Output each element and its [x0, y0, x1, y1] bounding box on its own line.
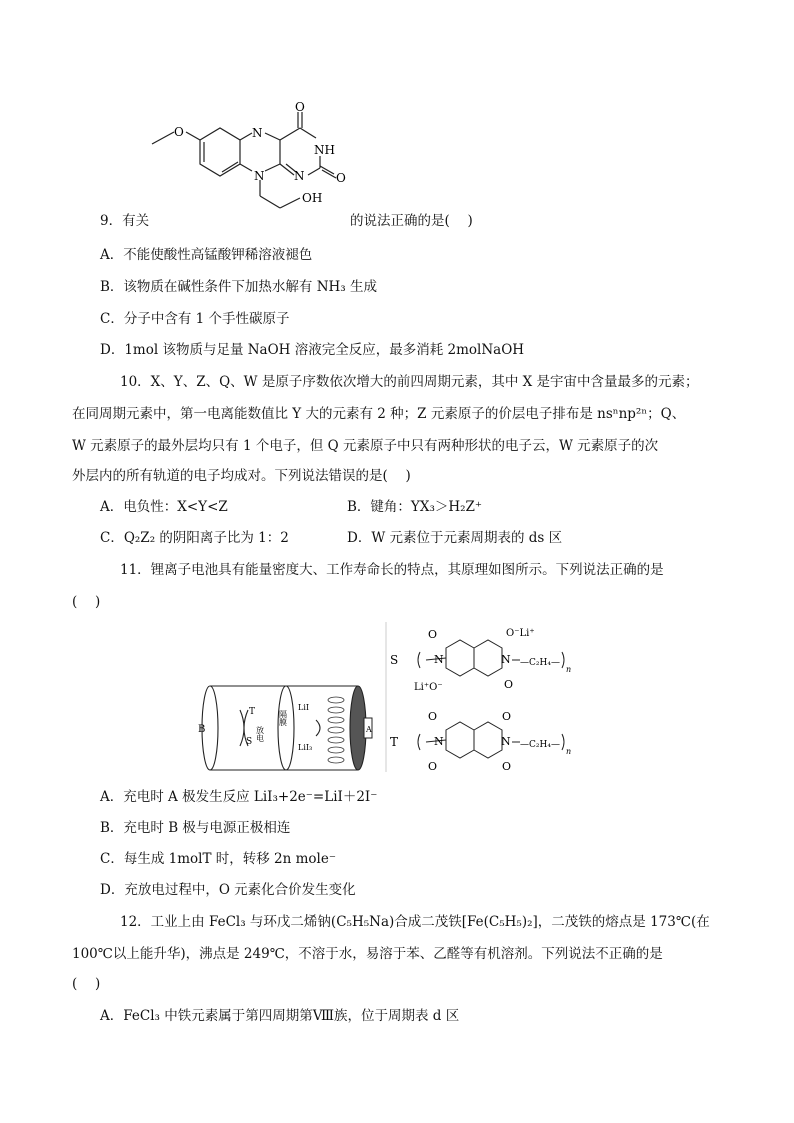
electrode-coil-5	[328, 737, 344, 743]
t-n-sub: n	[566, 747, 572, 756]
polymer-s-label: S	[390, 653, 399, 667]
t-right-bracket	[562, 734, 564, 750]
pyrimidine-bond-2	[300, 128, 316, 138]
q11-option-d: D．充放电过程中，O 元素化合价发生变化	[100, 882, 356, 898]
label-t: T	[249, 707, 256, 717]
q10-line-4: 外层内的所有轨道的电子均成对。下列说法错误的是( )	[72, 468, 411, 484]
q9-option-a: A．不能使酸性高锰酸钾稀溶液褪色	[100, 247, 313, 263]
ethyl-bond-2	[260, 196, 280, 208]
label-discharge: 放电	[255, 726, 265, 742]
ethyl-bond-3	[280, 198, 300, 208]
t-n-left: N	[434, 735, 444, 748]
battery-diagram	[196, 680, 372, 780]
benzene-ring	[200, 128, 240, 176]
s-olip: O⁻Li⁺	[506, 628, 535, 639]
cycle-arrow-left	[240, 710, 244, 746]
label-a: A	[366, 725, 372, 734]
structure-nh: NH	[314, 143, 335, 157]
t-n-right: N	[501, 735, 511, 748]
electrode-coil-1	[328, 697, 344, 703]
pyrimidine-bond-5	[280, 164, 294, 175]
q12-line-3: ( )	[72, 976, 101, 992]
electrode-coil-4	[328, 727, 344, 733]
structure-n-top: N	[252, 126, 263, 140]
q10-line-2: 在同周期元素中，第一电离能数值比 Y 大的元素有 2 种；Z 元素原子的价层电子排布是 nsⁿnp²ⁿ；Q、	[72, 406, 686, 422]
q11-option-c: C．每生成 1molT 时，转移 2n mole⁻	[100, 851, 336, 867]
structure-n-bottom: N	[294, 169, 305, 183]
s-n-right: N	[501, 653, 511, 666]
s-c2h4: —C₂H₄—	[520, 658, 560, 668]
pyrimidine-bond	[280, 128, 300, 140]
q9-option-c: C．分子中含有 1 个手性碳原子	[100, 311, 290, 327]
t-o-3: O	[428, 760, 438, 773]
pyrazine-bond-5	[265, 164, 280, 171]
structure-o-top: O	[295, 100, 305, 114]
electrode-coil-3	[328, 717, 344, 723]
q12-line-1: 12．工业上由 FeCl₃ 与环戊二烯钠(C₅H₅Na)合成二茂铁[Fe(C₅H₅)₂]，二茂铁的熔点是 173℃(在	[120, 914, 710, 930]
q11-line-1: 11．锂离子电池具有能量密度大、工作寿命长的特点，其原理如图所示。下列说法正确的是	[120, 562, 664, 578]
q10-option-b: B．键角：YX₃＞H₂Z⁺	[347, 499, 483, 515]
label-lii3: LiI₃	[298, 743, 313, 752]
label-lii: LiI	[298, 703, 310, 712]
q11-option-a: A．充电时 A 极发生反应 LiI₃+2e⁻=LiI＋2I⁻	[100, 789, 378, 805]
s-left-bracket	[418, 652, 420, 668]
riboflavin-derivative-structure	[140, 100, 390, 220]
s-n-sub: n	[566, 665, 572, 674]
pyrimidine-bond-4	[308, 168, 320, 175]
electrode-coil-2	[328, 707, 344, 713]
q10-line-3: W 元素原子的最外层均只有 1 个电子，但 Q 元素原子中只有两种形状的电子云，W 元素原子的次	[72, 438, 659, 454]
label-separator: 隔膜	[278, 710, 288, 726]
lii-cycle-arrow	[316, 720, 320, 736]
q9-option-b: B．该物质在碱性条件下加热水解有 NH₃ 生成	[100, 279, 377, 295]
label-b: B	[198, 724, 206, 735]
pyrazine-bond-4	[240, 164, 252, 171]
methoxy-o-label: O	[174, 125, 184, 139]
t-o-4: O	[502, 760, 512, 773]
t-ring-1	[446, 722, 474, 758]
separator-ring	[278, 686, 294, 770]
s-o-bottom: O	[504, 678, 514, 691]
s-right-bracket	[562, 652, 564, 668]
q10-line-1: 10．X、Y、Z、Q、W 是原子序数依次增大的前四周期元素，其中 X 是宇宙中含量最多的元素；	[120, 374, 699, 390]
q10-option-c: C．Q₂Z₂ 的阴阳离子比为 1：2	[100, 530, 289, 546]
t-o-1: O	[428, 710, 438, 723]
q12-option-a: A．FeCl₃ 中铁元素属于第四周期第Ⅷ族，位于周期表 d 区	[100, 1008, 460, 1024]
pyrazine-bond-2	[265, 133, 280, 140]
electrode-coil-7	[328, 757, 344, 763]
q11-option-b: B．充电时 B 极与电源正极相连	[100, 820, 291, 836]
structure-o-right: O	[336, 171, 346, 185]
q12-line-2: 100℃以上能升华)，沸点是 249℃，不溶于水，易溶于苯、乙醛等有机溶剂。下列说法不正确的是	[72, 946, 663, 962]
q11-line-2: ( )	[72, 594, 101, 610]
s-ring-2	[474, 640, 502, 676]
electrode-coil-6	[328, 747, 344, 753]
q9-option-d: D．1mol 该物质与足量 NaOH 溶液完全反应，最多消耗 2molNaOH	[100, 342, 525, 358]
q10-option-a: A．电负性：X<Y<Z	[100, 499, 228, 515]
methoxy-bond-2	[186, 132, 200, 140]
s-lipo: Li⁺O⁻	[414, 682, 443, 693]
methoxy-bond	[152, 132, 174, 144]
structure-n-ring: N	[254, 169, 265, 183]
s-o-top: O	[428, 628, 438, 641]
q9-prefix: 9．有关	[100, 213, 150, 229]
t-ring-2	[474, 722, 502, 758]
polymer-t-label: T	[390, 735, 399, 749]
polymer-structures	[386, 622, 586, 772]
pyrazine-bond	[240, 133, 252, 140]
s-n-left: N	[434, 653, 444, 666]
t-c2h4: —C₂H₄—	[520, 740, 560, 750]
q10-option-d: D．W 元素位于元素周期表的 ds 区	[347, 530, 563, 546]
q9-suffix: 的说法正确的是( )	[350, 213, 473, 229]
t-left-bracket	[418, 734, 420, 750]
t-o-2: O	[502, 710, 512, 723]
label-s: S	[246, 737, 253, 747]
s-ring-1	[446, 640, 474, 676]
structure-oh: OH	[302, 191, 323, 205]
